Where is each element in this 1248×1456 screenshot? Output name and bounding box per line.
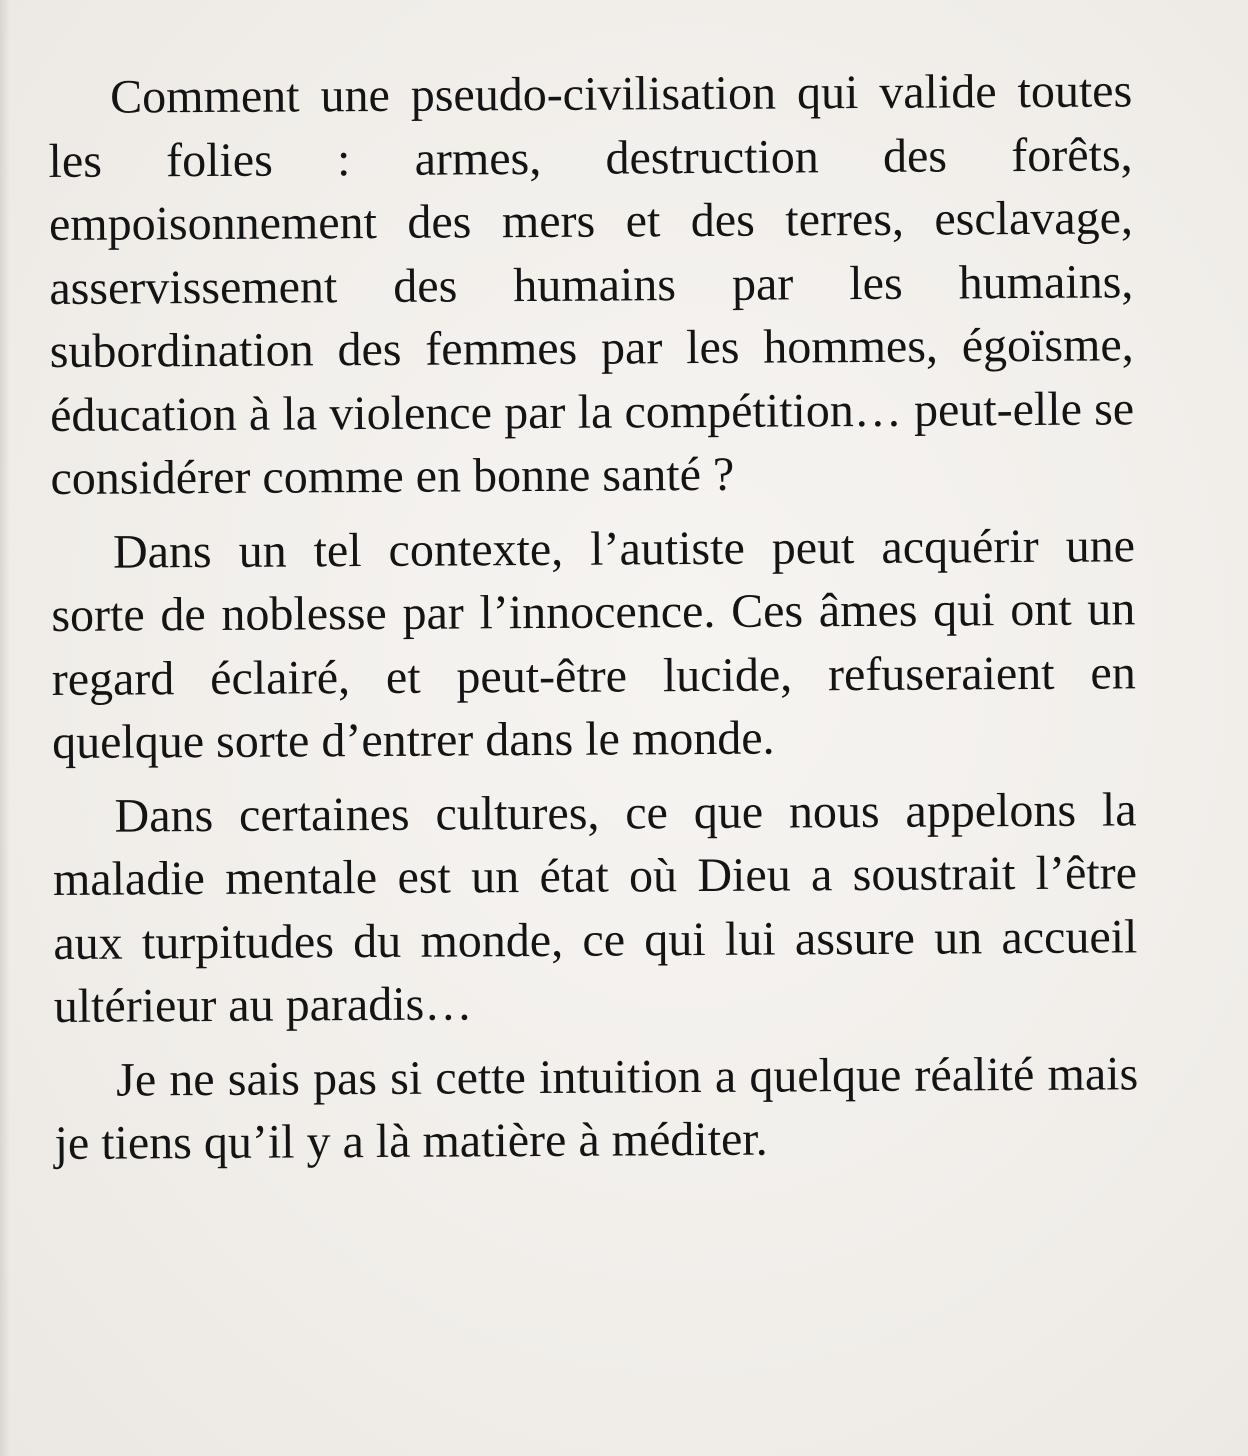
paragraph-2: Dans un tel contexte, l’autiste peut acquérir une sorte de noblesse par l’innocence. Ces âmes qui ont un regard éclairé, et peut-être lucide, refuseraient en quelque sorte d’entrer dans le monde. (51, 518, 1136, 769)
paragraph-4: Je ne sais pas si cette intuition a quelque réalité mais je tiens qu’il y a là matière à méditer. (54, 1046, 1139, 1170)
page-binding-edge (0, 0, 10, 1456)
paragraph-1: Comment une pseudo-civilisation qui valide toutes les folies : armes, destruction des forêts, empoisonnement des mers et des terres, esclavage, asservissement des humains par les humains, subordination des femmes par les hommes, égoïsme, éducation à la violence par la compétition… peut-elle se considérer comme en bonne santé ? (48, 64, 1135, 505)
paragraph-3: Dans certaines cultures, ce que nous appelons la maladie mentale est un état où Dieu a soustrait l’être aux turpitudes du monde, ce qui lui assure un accueil ultérieur au paradis… (52, 782, 1138, 1033)
body-text (48, 59, 1139, 1185)
